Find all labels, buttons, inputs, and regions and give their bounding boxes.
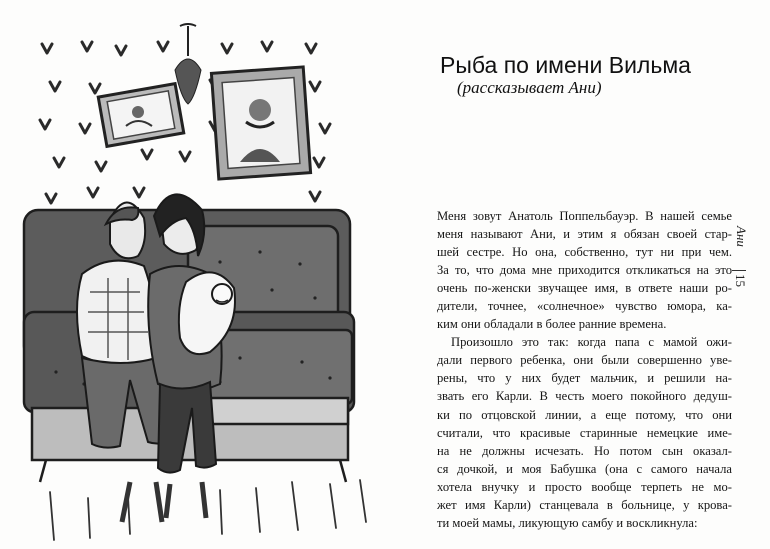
text-line: считали, что красивые старинные немецкие име- [437, 425, 732, 440]
text-line: За то, что дома мне приходится откликаться на это [437, 263, 732, 278]
text-line: дали первого ребенка, они были совершенно уве- [437, 353, 732, 368]
text-line: ки по отцовской линии, а еще потому, что они [437, 407, 732, 422]
running-head-divider [732, 270, 746, 271]
family-on-sofa-illustration [10, 12, 375, 542]
text-line: хотела внучку и просто вообще терпеть не мо- [437, 479, 732, 494]
body-text [437, 207, 732, 532]
text-line: ся дочкой, и моя Бабушка (она с самого начала [437, 461, 732, 476]
running-head [731, 226, 751, 296]
ceiling-lamp [175, 24, 201, 104]
text-line: ким они обладали в более ранние времена. [437, 317, 667, 332]
chapter-title: Рыба по имени Вильма [440, 52, 691, 78]
running-head-label: Ани [734, 226, 749, 247]
text-line: Меня зовут Анатоль Поппельбауэр. В нашей семье [437, 209, 732, 223]
text-line: на не должны исчезать. Но потом сын оказал- [437, 443, 732, 458]
floorboards [50, 480, 366, 540]
text-line: звать его Карли. В честь моего покойного дедуш- [437, 389, 732, 404]
text-line: меня называют Ани, и этим я обязан своей стар- [437, 227, 732, 242]
text-line: рены, что у них будет мальчик, и решили на- [437, 371, 732, 386]
page-number: 15 [733, 274, 748, 287]
picture-frame-small [98, 84, 183, 147]
picture-frame-portrait [211, 67, 310, 179]
text-line: шей сестре. Но она, собственно, тут ни при чем. [437, 245, 732, 260]
chapter-subtitle: (рассказывает Ани) [457, 78, 602, 97]
text-line: дители, точнее, «солнечное» чувство юмора, ка- [437, 299, 732, 314]
text-line: ти моей мамы, ликующую самбу и воскликнула: [437, 515, 698, 530]
text-line: очень по-женски звучащее имя, в ответе наши ро- [437, 281, 732, 296]
text-line: Произошло это так: когда папа с мамой ожи- [451, 335, 732, 350]
text-line: жет имя Карли) станцевала в больнице, у крова- [437, 497, 732, 512]
